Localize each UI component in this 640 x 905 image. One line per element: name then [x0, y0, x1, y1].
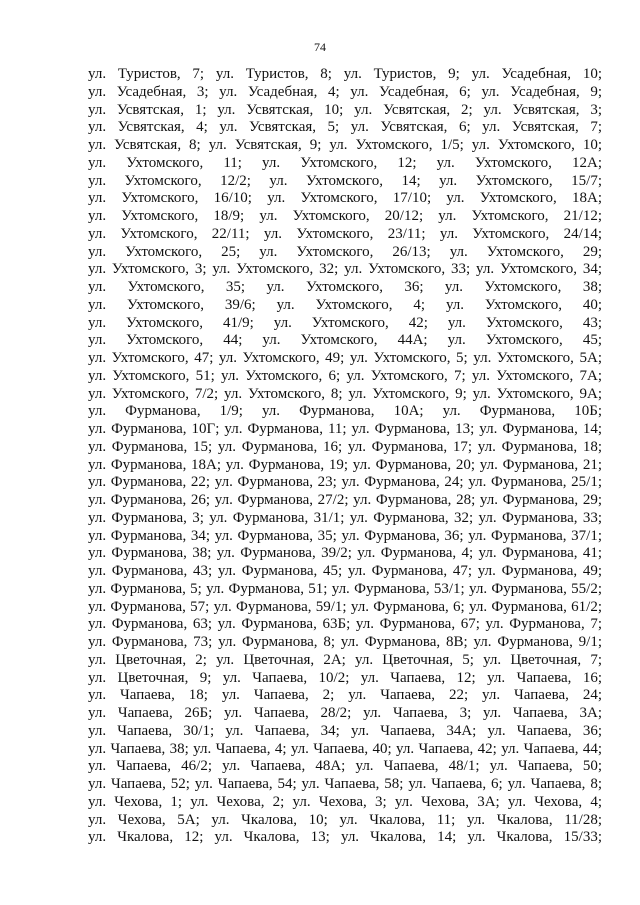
text-line: ул. Фурманова, 1/9; ул. Фурманова, 10А; ул. Фурманова, 10Б;	[88, 403, 602, 420]
page-number: 74	[314, 40, 326, 54]
text-line: ул. Цветочная, 2; ул. Цветочная, 2А; ул. Цветочная, 5; ул. Цветочная, 7;	[88, 651, 602, 668]
text-line: ул. Усадебная, 3; ул. Усадебная, 4; ул. Усадебная, 6; ул. Усадебная, 9;	[88, 83, 602, 100]
text-line: ул. Фурманова, 43; ул. Фурманова, 45; ул. Фурманова, 47; ул. Фурманова, 49;	[88, 563, 602, 579]
text-line: ул. Чапаева, 52; ул. Чапаева, 54; ул. Чапаева, 58; ул. Чапаева, 6; ул. Чапаева, 8;	[88, 776, 602, 792]
text-line: ул. Чкалова, 12; ул. Чкалова, 13; ул. Чкалова, 14; ул. Чкалова, 15/33;	[88, 829, 602, 846]
text-line: ул. Фурманова, 22; ул. Фурманова, 23; ул. Фурманова, 24; ул. Фурманова, 25/1;	[88, 474, 602, 491]
text-line: ул. Ухтомского, 44; ул. Ухтомского, 44А; ул. Ухтомского, 45;	[88, 332, 602, 349]
text-line: ул. Ухтомского, 25; ул. Ухтомского, 26/13; ул. Ухтомского, 29;	[88, 243, 602, 260]
text-line: ул. Фурманова, 26; ул. Фурманова, 27/2; ул. Фурманова, 28; ул. Фурманова, 29;	[88, 492, 602, 508]
text-line: ул. Чапаева, 18; ул. Чапаева, 2; ул. Чапаева, 22; ул. Чапаева, 24;	[88, 687, 602, 704]
text-line: ул. Чапаева, 26Б; ул. Чапаева, 28/2; ул. Чапаева, 3; ул. Чапаева, 3А;	[88, 705, 602, 721]
text-line: ул. Чапаева, 38; ул. Чапаева, 4; ул. Чапаева, 40; ул. Чапаева, 42; ул. Чапаева, 44;	[88, 740, 602, 757]
text-line: ул. Цветочная, 9; ул. Чапаева, 10/2; ул. Чапаева, 12; ул. Чапаева, 16;	[88, 669, 602, 686]
text-line: ул. Фурманова, 63; ул. Фурманова, 63Б; ул. Фурманова, 67; ул. Фурманова, 7;	[88, 616, 602, 633]
text-line: ул. Фурманова, 34; ул. Фурманова, 35; ул. Фурманова, 36; ул. Фурманова, 37/1;	[88, 527, 602, 544]
text-line: ул. Усвятская, 4; ул. Усвятская, 5; ул. Усвятская, 6; ул. Усвятская, 7;	[88, 119, 602, 136]
text-line: ул. Ухтомского, 35; ул. Ухтомского, 36; ул. Ухтомского, 38;	[88, 279, 602, 295]
text-line: ул. Фурманова, 57; ул. Фурманова, 59/1; ул. Фурманова, 6; ул. Фурманова, 61/2;	[88, 598, 602, 615]
text-line: ул. Ухтомского, 51; ул. Ухтомского, 6; ул. Ухтомского, 7; ул. Ухтомского, 7А;	[88, 367, 602, 384]
text-line: ул. Чехова, 5А; ул. Чкалова, 10; ул. Чкалова, 11; ул. Чкалова, 11/28;	[88, 811, 602, 828]
text-line: ул. Ухтомского, 18/9; ул. Ухтомского, 20/12; ул. Ухтомского, 21/12;	[88, 208, 602, 224]
text-line: ул. Ухтомского, 12/2; ул. Ухтомского, 14; ул. Ухтомского, 15/7;	[88, 172, 602, 189]
text-line: ул. Ухтомского, 7/2; ул. Ухтомского, 8; ул. Ухтомского, 9; ул. Ухтомского, 9А;	[88, 385, 602, 402]
text-line: ул. Чапаева, 46/2; ул. Чапаева, 48А; ул. Чапаева, 48/1; ул. Чапаева, 50;	[88, 758, 602, 775]
text-line: ул. Ухтомского, 41/9; ул. Ухтомского, 42; ул. Ухтомского, 43;	[88, 314, 602, 331]
text-line: ул. Фурманова, 73; ул. Фурманова, 8; ул. Фурманова, 8В; ул. Фурманова, 9/1;	[88, 634, 602, 650]
text-line: ул. Ухтомского, 39/6; ул. Ухтомского, 4; ул. Ухтомского, 40;	[88, 296, 602, 313]
text-line: ул. Ухтомского, 22/11; ул. Ухтомского, 23/11; ул. Ухтомского, 24/14;	[88, 225, 602, 242]
text-line: ул. Фурманова, 5; ул. Фурманова, 51; ул. Фурманова, 53/1; ул. Фурманова, 55/2;	[88, 580, 602, 597]
text-line: ул. Ухтомского, 3; ул. Ухтомского, 32; ул. Ухтомского, 33; ул. Ухтомского, 34;	[88, 261, 602, 278]
text-line: ул. Чапаева, 30/1; ул. Чапаева, 34; ул. Чапаева, 34А; ул. Чапаева, 36;	[88, 722, 602, 739]
text-line: ул. Ухтомского, 47; ул. Ухтомского, 49; ул. Ухтомского, 5; ул. Ухтомского, 5А;	[88, 350, 602, 366]
text-line: ул. Чехова, 1; ул. Чехова, 2; ул. Чехова, 3; ул. Чехова, 3А; ул. Чехова, 4;	[88, 793, 602, 810]
text-line: ул. Фурманова, 10Г; ул. Фурманова, 11; ул. Фурманова, 13; ул. Фурманова, 14;	[88, 421, 602, 437]
text-line: ул. Ухтомского, 16/10; ул. Ухтомского, 17/10; ул. Ухтомского, 18А;	[88, 190, 602, 207]
text-line: ул. Туристов, 7; ул. Туристов, 8; ул. Туристов, 9; ул. Усадебная, 10;	[88, 66, 602, 82]
text-line: ул. Фурманова, 38; ул. Фурманова, 39/2; ул. Фурманова, 4; ул. Фурманова, 41;	[88, 545, 602, 562]
text-line: ул. Ухтомского, 11; ул. Ухтомского, 12; ул. Ухтомского, 12А;	[88, 154, 602, 171]
address-list	[88, 66, 602, 847]
text-line: ул. Усвятская, 1; ул. Усвятская, 10; ул. Усвятская, 2; ул. Усвятская, 3;	[88, 101, 602, 118]
text-line: ул. Фурманова, 18А; ул. Фурманова, 19; ул. Фурманова, 20; ул. Фурманова, 21;	[88, 456, 602, 473]
text-line: ул. Усвятская, 8; ул. Усвятская, 9; ул. Ухтомского, 1/5; ул. Ухтомского, 10;	[88, 137, 602, 153]
text-line: ул. Фурманова, 3; ул. Фурманова, 31/1; ул. Фурманова, 32; ул. Фурманова, 33;	[88, 509, 602, 526]
text-line: ул. Фурманова, 15; ул. Фурманова, 16; ул. Фурманова, 17; ул. Фурманова, 18;	[88, 438, 602, 455]
